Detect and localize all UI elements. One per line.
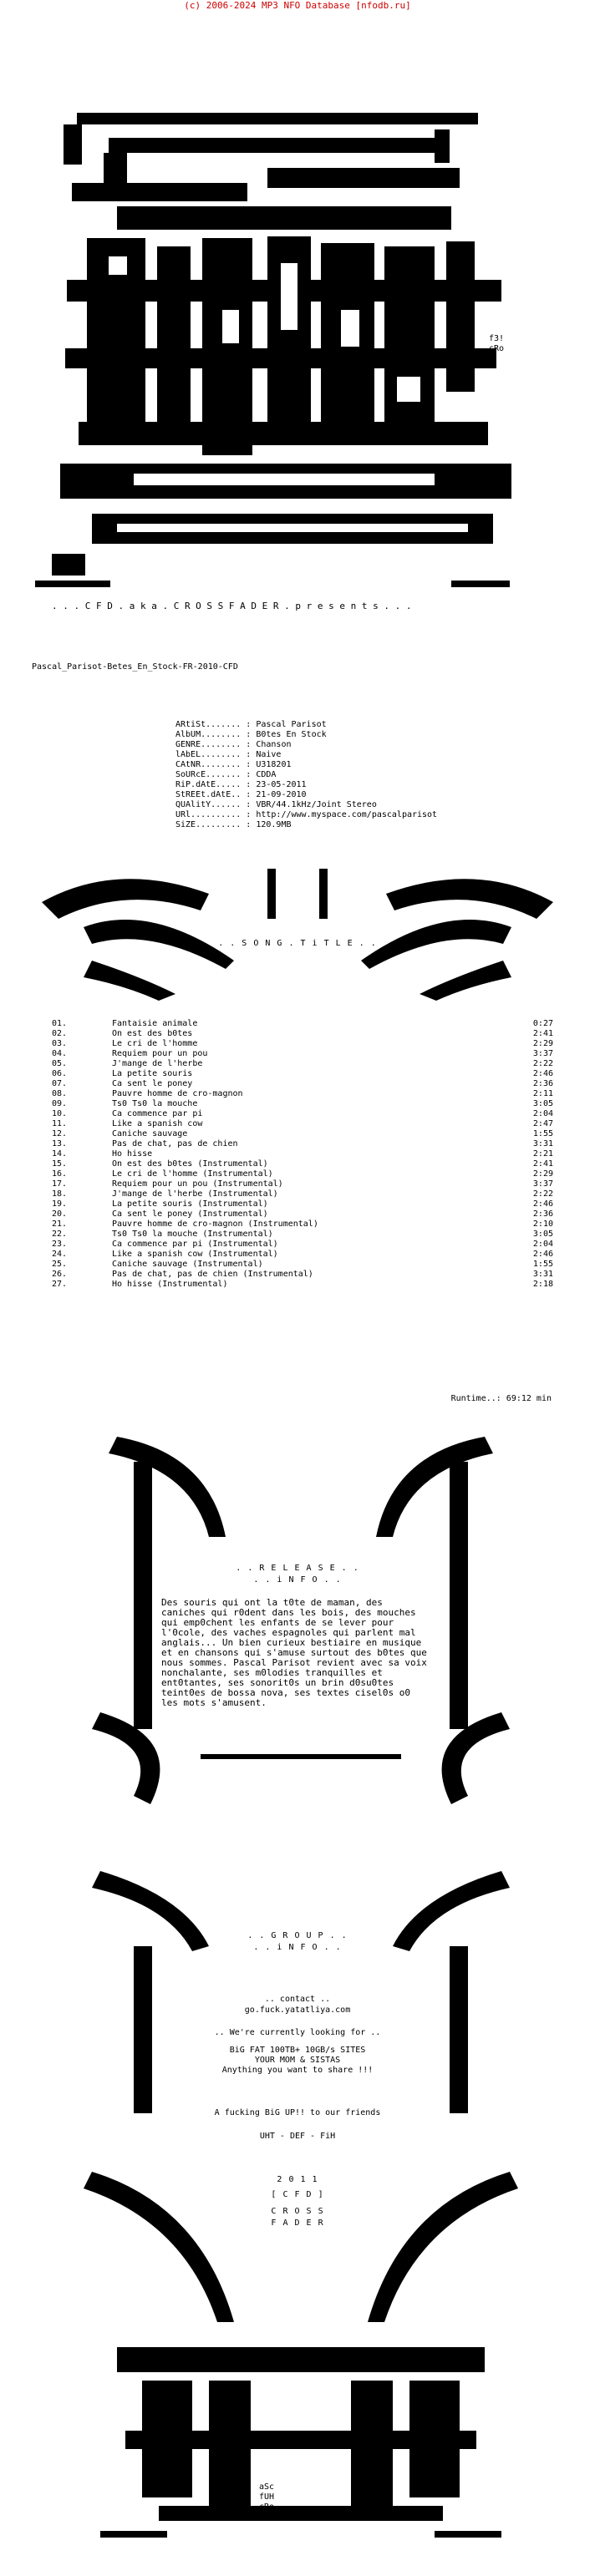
track-name: Ca commence par pi (Instrumental)	[112, 1240, 278, 1249]
track-time: 2:36	[532, 1209, 553, 1219]
track-num: 23.	[52, 1240, 68, 1249]
track-time: 3:37	[532, 1049, 553, 1058]
track-name: Like a spanish cow	[112, 1119, 203, 1128]
track-row	[52, 1119, 553, 1129]
track-num: 25.	[52, 1260, 68, 1269]
track-num: 15.	[52, 1159, 68, 1169]
track-num: 04.	[52, 1049, 68, 1058]
track-num: 24.	[52, 1250, 68, 1259]
info-row	[175, 730, 437, 740]
group-shout: A fucking BiG UP!! to our friends	[214, 2108, 381, 2117]
info-row	[175, 750, 437, 760]
track-time: 2:29	[532, 1039, 553, 1048]
source-banner: (c) 2006-2024 MP3 NFO Database [nfodb.ru]	[184, 0, 411, 11]
info-separator: :	[241, 740, 257, 749]
release-name: Pascal_Parisot-Betes_En_Stock-FR-2010-CFD	[32, 662, 238, 672]
info-label: GENRE........	[175, 740, 242, 749]
group-header-1: . . G R O U P . .	[247, 1931, 348, 1940]
track-name: Le cri de l'homme	[112, 1039, 198, 1048]
track-num: 22.	[52, 1230, 68, 1239]
info-value: CDDA	[256, 770, 277, 779]
group-friends: UHT - DEF - FiH	[259, 2132, 336, 2141]
info-value: Pascal Parisot	[256, 720, 327, 729]
track-row	[52, 1199, 553, 1209]
group-email: go.fuck.yatatliya.com	[244, 2006, 351, 2015]
info-label: SoURcE.......	[175, 770, 242, 779]
track-num: 07.	[52, 1079, 68, 1088]
info-value: http://www.myspace.com/pascalparisot	[256, 810, 438, 819]
track-num: 11.	[52, 1119, 68, 1128]
track-name: Caniche sauvage	[112, 1129, 188, 1138]
group-wanted-2: YOUR MOM & SISTAS	[254, 2056, 341, 2065]
track-name: Ca sent le poney	[112, 1079, 193, 1088]
track-name: Like a spanish cow (Instrumental)	[112, 1250, 278, 1259]
track-name: Ca commence par pi	[112, 1109, 203, 1118]
track-row	[52, 1189, 553, 1199]
track-row	[52, 1099, 553, 1109]
track-time: 3:31	[532, 1139, 553, 1149]
track-row	[52, 1019, 553, 1029]
track-num: 18.	[52, 1189, 68, 1199]
track-time: 2:21	[532, 1149, 553, 1159]
track-row	[52, 1149, 553, 1159]
group-contact-label: .. contact ..	[264, 1995, 331, 2004]
info-label: CAtNR........	[175, 760, 242, 769]
track-name: Ho hisse	[112, 1149, 153, 1159]
track-num: 27.	[52, 1280, 68, 1289]
runtime: Runtime..: 69:12 min	[450, 1394, 552, 1403]
track-row	[52, 1059, 553, 1069]
info-value: Naive	[256, 750, 282, 759]
info-value: U318201	[256, 760, 292, 769]
track-row	[52, 1129, 553, 1139]
track-time: 3:31	[532, 1270, 553, 1279]
track-name: Pas de chat, pas de chien (Instrumental)	[112, 1270, 313, 1279]
song-title-divider-art	[17, 869, 578, 1002]
track-num: 17.	[52, 1179, 68, 1189]
info-separator: :	[241, 730, 257, 739]
track-num: 08.	[52, 1089, 68, 1098]
info-label: URl..........	[175, 810, 242, 819]
track-name: Pas de chat, pas de chien	[112, 1139, 238, 1149]
track-num: 16.	[52, 1169, 68, 1179]
track-row	[52, 1280, 553, 1290]
info-separator: :	[241, 750, 257, 759]
track-row	[52, 1159, 553, 1169]
info-label: RiP.dAtE.....	[175, 780, 242, 789]
info-separator: :	[241, 720, 257, 729]
logo-presents-line: . . . C F D . a k a . C R O S S F A D E R . p r e s e n t s . . .	[52, 601, 412, 611]
track-time: 2:36	[532, 1079, 553, 1088]
track-num: 10.	[52, 1109, 68, 1118]
track-name: La petite souris	[112, 1069, 193, 1078]
logo-side-tag-1: f3!	[489, 334, 505, 343]
footer-year: 2 0 1 1	[277, 2175, 318, 2184]
track-time: 2:18	[532, 1280, 553, 1289]
track-name: On est des b0tes (Instrumental)	[112, 1159, 268, 1169]
track-row	[52, 1260, 553, 1270]
track-num: 02.	[52, 1029, 68, 1038]
track-num: 19.	[52, 1199, 68, 1209]
release-info-table	[175, 720, 437, 830]
release-header-2: . . i N F O . .	[253, 1575, 342, 1585]
info-value: VBR/44.1kHz/Joint Stereo	[256, 800, 377, 809]
track-time: 1:55	[532, 1260, 553, 1269]
group-wanted-1: BiG FAT 100TB+ 10GB/s SITES	[229, 2046, 366, 2055]
track-row	[52, 1179, 553, 1189]
track-row	[52, 1039, 553, 1049]
track-time: 1:55	[532, 1129, 553, 1138]
track-name: Requiem pour un pou (Instrumental)	[112, 1179, 283, 1189]
track-num: 20.	[52, 1209, 68, 1219]
track-num: 21.	[52, 1220, 68, 1229]
track-num: 03.	[52, 1039, 68, 1048]
track-time: 2:10	[532, 1220, 553, 1229]
info-value: 23-05-2011	[256, 780, 307, 789]
info-separator: :	[241, 790, 257, 799]
info-label: AlbUM........	[175, 730, 242, 739]
track-time: 2:22	[532, 1189, 553, 1199]
track-name: Requiem pour un pou	[112, 1049, 208, 1058]
track-num: 06.	[52, 1069, 68, 1078]
track-name: Le cri de l'homme (Instrumental)	[112, 1169, 273, 1179]
info-row	[175, 720, 437, 730]
track-name: On est des b0tes	[112, 1029, 193, 1038]
info-separator: :	[241, 810, 257, 819]
track-row	[52, 1169, 553, 1179]
footer-tag: [ C F D ]	[271, 2190, 324, 2199]
track-row	[52, 1139, 553, 1149]
track-time: 3:05	[532, 1230, 553, 1239]
info-separator: :	[241, 770, 257, 779]
track-num: 01.	[52, 1019, 68, 1028]
track-time: 2:46	[532, 1069, 553, 1078]
track-name: J'mange de l'herbe (Instrumental)	[112, 1189, 278, 1199]
footer-sig-1: aSc	[259, 2482, 275, 2492]
track-time: 2:04	[532, 1109, 553, 1118]
info-row	[175, 740, 437, 750]
info-row	[175, 780, 437, 790]
logo-side-tag-2: cRo	[489, 344, 505, 353]
info-label: SiZE.........	[175, 820, 242, 829]
track-time: 3:37	[532, 1179, 553, 1189]
crossfader-logo-art	[17, 113, 535, 614]
track-name: Ho hisse (Instrumental)	[112, 1280, 228, 1289]
track-name: Pauvre homme de cro-magnon (Instrumental)	[112, 1220, 318, 1229]
track-name: Ts0 Ts0 la mouche (Instrumental)	[112, 1230, 273, 1239]
track-num: 12.	[52, 1129, 68, 1138]
info-separator: :	[241, 820, 257, 829]
track-name: J'mange de l'herbe	[112, 1059, 203, 1068]
info-label: ARtiSt.......	[175, 720, 242, 729]
track-name: La petite souris (Instrumental)	[112, 1199, 268, 1209]
info-value: 120.9MB	[256, 820, 292, 829]
track-name: Caniche sauvage (Instrumental)	[112, 1260, 263, 1269]
track-time: 2:46	[532, 1199, 553, 1209]
track-time: 2:22	[532, 1059, 553, 1068]
track-row	[52, 1270, 553, 1280]
track-time: 2:11	[532, 1089, 553, 1098]
track-num: 26.	[52, 1270, 68, 1279]
track-row	[52, 1250, 553, 1260]
track-name: Ca sent le poney (Instrumental)	[112, 1209, 268, 1219]
release-header-1: . . R E L E A S E . .	[236, 1564, 359, 1573]
track-num: 14.	[52, 1149, 68, 1159]
info-row	[175, 790, 437, 800]
info-row	[175, 800, 437, 810]
info-separator: :	[241, 800, 257, 809]
track-num: 13.	[52, 1139, 68, 1149]
track-row	[52, 1220, 553, 1230]
info-label: StREEt.dAtE..	[175, 790, 242, 799]
info-row	[175, 770, 437, 780]
info-value: 21-09-2010	[256, 790, 307, 799]
track-time: 2:46	[532, 1250, 553, 1259]
footer-cross: C R O S S	[271, 2207, 324, 2216]
footer-signatures	[259, 2482, 274, 2513]
info-label: lAbEL........	[175, 750, 242, 759]
track-time: 2:41	[532, 1029, 553, 1038]
info-separator: :	[241, 760, 257, 769]
track-row	[52, 1079, 553, 1089]
info-separator: :	[241, 780, 257, 789]
track-row	[52, 1209, 553, 1220]
track-row	[52, 1109, 553, 1119]
info-row	[175, 760, 437, 770]
logo-side-tag	[489, 334, 504, 354]
track-row	[52, 1230, 553, 1240]
track-time: 3:05	[532, 1099, 553, 1108]
track-num: 05.	[52, 1059, 68, 1068]
group-looking-for: .. We're currently looking for ..	[214, 2028, 381, 2037]
track-name: Pauvre homme de cro-magnon	[112, 1089, 243, 1098]
track-num: 09.	[52, 1099, 68, 1108]
track-time: 2:29	[532, 1169, 553, 1179]
tracklist	[52, 1019, 553, 1290]
footer-sig-2: fUH	[259, 2492, 275, 2502]
track-row	[52, 1240, 553, 1250]
track-time: 2:41	[532, 1159, 553, 1169]
footer-sig-3: cRo	[259, 2502, 275, 2512]
group-wanted-3: Anything you want to share !!!	[221, 2066, 374, 2075]
info-row	[175, 810, 437, 820]
release-description: Des souris qui ont la t0te de maman, des caniches qui r0dent dans les bois, des mouches qui emp0chent les enfants de se lever pour l'0cole, des vaches espagnoles qui parlent mal anglais... Un bien curieux bestiaire en musique et en chansons qui s'amuse surtout des b0tes que nous sommes. Pascal Parisot revient avec sa voix nonchalante, ses m0lodies tranquilles et ent0tantes, ses sonorit0s un brin d0su0tes teint0es de bossa nova, ses textes cisel0s o0 les mots s'amusent.	[161, 1597, 427, 1708]
info-value: Chanson	[256, 740, 292, 749]
track-time: 0:27	[532, 1019, 553, 1028]
track-row	[52, 1029, 553, 1039]
song-title-header: . . S O N G . T i T L E . .	[218, 939, 377, 948]
track-row	[52, 1069, 553, 1079]
track-row	[52, 1089, 553, 1099]
info-value: B0tes En Stock	[256, 730, 327, 739]
info-label: QUAlitY......	[175, 800, 242, 809]
track-row	[52, 1049, 553, 1059]
info-row	[175, 820, 437, 830]
track-time: 2:47	[532, 1119, 553, 1128]
track-name: Ts0 Ts0 la mouche	[112, 1099, 198, 1108]
footer-fader: F A D E R	[271, 2219, 324, 2228]
track-time: 2:04	[532, 1240, 553, 1249]
track-name: Fantaisie animale	[112, 1019, 198, 1028]
group-header-2: . . i N F O . .	[253, 1943, 342, 1952]
